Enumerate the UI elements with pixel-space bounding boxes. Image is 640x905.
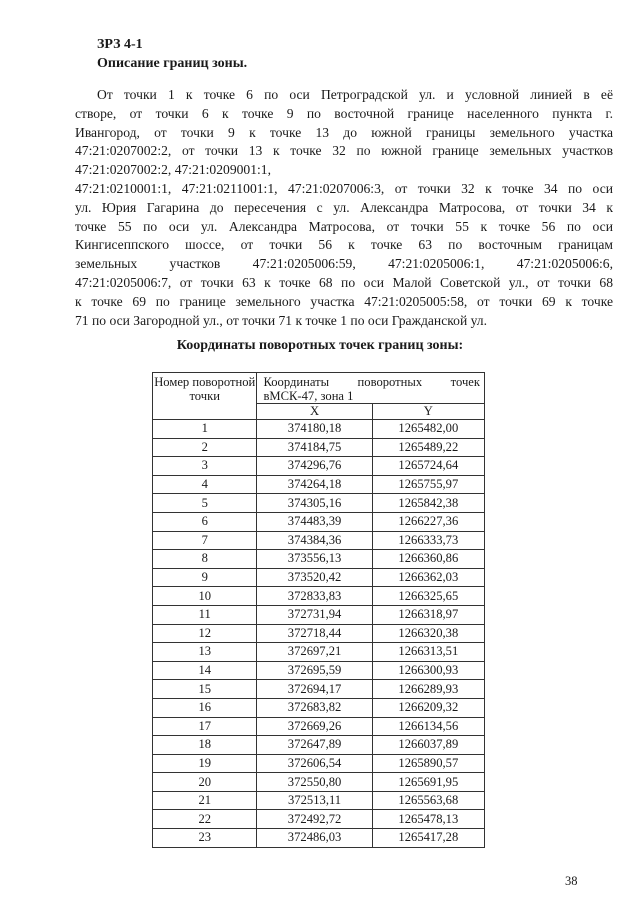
y-coordinate-cell: 1265755,97 [372,475,484,494]
y-coordinate-cell: 1266289,93 [372,680,484,699]
table-row [153,698,485,717]
description-line: 47:21:0207002:2, от точки 13 к точке 32 по южной границе земельных участков [75,143,613,159]
x-coordinate-cell: 372683,82 [257,698,372,717]
point-number-cell: 3 [153,457,257,476]
y-coordinate-cell: 1266333,73 [372,531,484,550]
y-coordinate-cell: 1265890,57 [372,754,484,773]
table-row [153,512,485,531]
y-coordinate-cell: 1265691,95 [372,773,484,792]
table-row [153,717,485,736]
header-y: Y [372,404,484,420]
x-coordinate-cell: 374305,16 [257,494,372,513]
x-coordinate-cell: 373556,13 [257,550,372,569]
y-coordinate-cell: 1265482,00 [372,420,484,439]
table-row [153,420,485,439]
description-line: Ивангород, от точки 9 к точке 13 до южной границы земельного участка [75,124,613,140]
y-coordinate-cell: 1266134,56 [372,717,484,736]
x-coordinate-cell: 372486,03 [257,829,372,848]
y-coordinate-cell: 1265489,22 [372,438,484,457]
header-coordinates-line2: вМСК-47, зона 1 [263,389,354,403]
x-coordinate-cell: 374184,75 [257,438,372,457]
coordinates-table-body [153,420,485,848]
point-number-cell: 17 [153,717,257,736]
point-number-cell: 19 [153,754,257,773]
description-line: ул. Юрия Гагарина до пересечения с ул. Александра Матросова, от точки 34 к [75,199,613,215]
point-number-cell: 22 [153,810,257,829]
point-number-cell: 12 [153,624,257,643]
x-coordinate-cell: 372697,21 [257,643,372,662]
header-x: X [257,404,372,420]
point-number-cell: 20 [153,773,257,792]
y-coordinate-cell: 1266325,65 [372,587,484,606]
table-row [153,568,485,587]
table-row [153,680,485,699]
description-line: точке 55 по оси ул. Александра Матросова, от точки 55 к точке 56 по оси [75,218,613,234]
point-number-cell: 11 [153,605,257,624]
point-number-cell: 18 [153,736,257,755]
description-line: к точке 69 по границе земельного участка 47:21:0205005:58, от точки 69 к точке [75,293,613,309]
description-line: От точки 1 к точке 6 по оси Петроградской ул. и условной линией в её [97,87,613,102]
description-line: 47:21:0210001:1, 47:21:0211001:1, 47:21:0207006:3, от точки 32 к точке 34 по оси [75,180,613,196]
y-coordinate-cell: 1266037,89 [372,736,484,755]
table-title: Координаты поворотных точек границ зоны: [176,338,464,353]
table-row [153,457,485,476]
y-coordinate-cell: 1265478,13 [372,810,484,829]
point-number-cell: 15 [153,680,257,699]
x-coordinate-cell: 372492,72 [257,810,372,829]
y-coordinate-cell: 1266362,03 [372,568,484,587]
zone-heading: Описание границ зоны. [97,56,248,71]
description-line: земельных участков 47:21:0205006:59, 47:21:0205006:1, 47:21:0205006:6, [75,256,613,272]
y-coordinate-cell: 1266360,86 [372,550,484,569]
point-number-cell: 5 [153,494,257,513]
table-row [153,736,485,755]
x-coordinate-cell: 372513,11 [257,791,372,810]
table-row [153,475,485,494]
point-number-cell: 1 [153,420,257,439]
description-line: Кингисеппского шоссе, от точки 56 к точке 63 по восточным границам [75,237,613,253]
x-coordinate-cell: 372550,80 [257,773,372,792]
description-line: 47:21:0205006:7, от точки 63 к точке 68 по оси Малой Советской ул., от точки 68 [75,274,613,290]
point-number-cell: 2 [153,438,257,457]
coordinates-table [152,372,485,848]
header-coordinates [257,373,485,404]
table-row [153,661,485,680]
table-row [153,791,485,810]
y-coordinate-cell: 1265417,28 [372,829,484,848]
x-coordinate-cell: 374483,39 [257,512,372,531]
x-coordinate-cell: 373520,42 [257,568,372,587]
x-coordinate-cell: 372694,17 [257,680,372,699]
y-coordinate-cell: 1266227,36 [372,512,484,531]
point-number-cell: 4 [153,475,257,494]
zone-boundary-description [75,86,613,330]
y-coordinate-cell: 1266320,38 [372,624,484,643]
table-row [153,531,485,550]
table-row [153,773,485,792]
description-line: 71 по оси Загородной ул., от точки 71 к точке 1 по оси Гражданской ул. [75,312,487,328]
point-number-cell: 14 [153,661,257,680]
description-line: створе, от точки 6 к точке 9 по восточной границе населенного пункта г. [75,105,613,121]
point-number-cell: 21 [153,791,257,810]
table-row [153,624,485,643]
point-number-cell: 6 [153,512,257,531]
x-coordinate-cell: 372695,59 [257,661,372,680]
table-row [153,587,485,606]
y-coordinate-cell: 1266313,51 [372,643,484,662]
description-line: 47:21:0207002:2, 47:21:0209001:1, [75,162,271,178]
table-row [153,550,485,569]
header-point-number: Номер поворотной точки [153,373,257,420]
x-coordinate-cell: 374264,18 [257,475,372,494]
point-number-cell: 9 [153,568,257,587]
y-coordinate-cell: 1266318,97 [372,605,484,624]
y-coordinate-cell: 1265724,64 [372,457,484,476]
x-coordinate-cell: 374384,36 [257,531,372,550]
y-coordinate-cell: 1266300,93 [372,661,484,680]
table-row [153,754,485,773]
point-number-cell: 13 [153,643,257,662]
x-coordinate-cell: 372647,89 [257,736,372,755]
x-coordinate-cell: 374296,76 [257,457,372,476]
table-row [153,438,485,457]
header-coordinates-line1: Координаты поворотных точек [263,375,480,389]
y-coordinate-cell: 1266209,32 [372,698,484,717]
zone-code: ЗРЗ 4-1 [97,37,143,52]
table-row [153,494,485,513]
x-coordinate-cell: 372731,94 [257,605,372,624]
point-number-cell: 7 [153,531,257,550]
point-number-cell: 16 [153,698,257,717]
point-number-cell: 23 [153,829,257,848]
y-coordinate-cell: 1265563,68 [372,791,484,810]
y-coordinate-cell: 1265842,38 [372,494,484,513]
x-coordinate-cell: 374180,18 [257,420,372,439]
x-coordinate-cell: 372669,26 [257,717,372,736]
x-coordinate-cell: 372718,44 [257,624,372,643]
page-number: 38 [565,874,578,888]
x-coordinate-cell: 372606,54 [257,754,372,773]
x-coordinate-cell: 372833,83 [257,587,372,606]
point-number-cell: 8 [153,550,257,569]
table-row [153,829,485,848]
table-row [153,643,485,662]
table-row [153,810,485,829]
point-number-cell: 10 [153,587,257,606]
table-row [153,605,485,624]
